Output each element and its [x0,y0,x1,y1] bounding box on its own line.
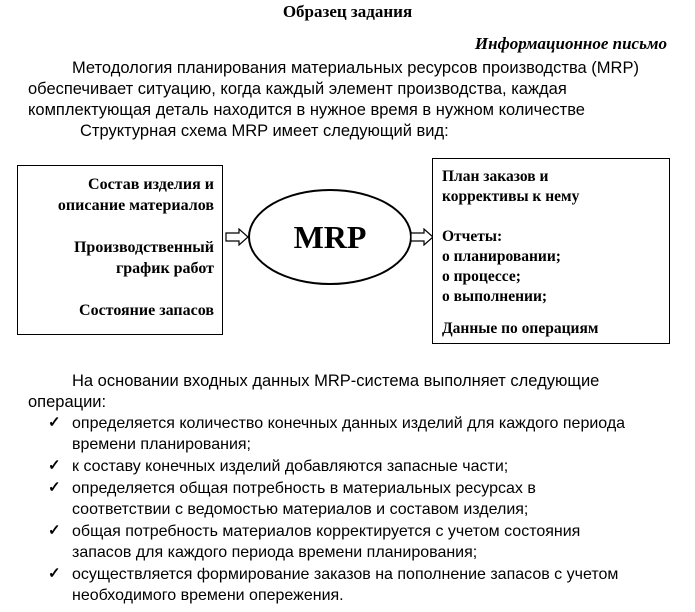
output-report-planning: о планировании; [442,248,561,265]
input-schedule-line-2: график работ [115,260,214,277]
mrp-node: MRP [248,189,412,285]
operations-intro-line-1: На основании входных данных MRP-система выполняет следующие [72,372,600,390]
check-icon: ✓ [48,457,61,474]
operation-3-line-1: определяется общая потребность в материальных ресурсах в [72,480,536,497]
output-arrow-icon [410,228,434,246]
intro-line-4: Структурная схема MRP имеет следующий вид: [80,122,449,140]
output-report-process: о процессе; [442,268,521,285]
input-schedule-line-1: Производственный [73,239,214,256]
intro-line-2: обеспечивает ситуацию, когда каждый элемент производства, каждая [28,80,567,98]
intro-line-1: Методология планирования материальных ресурсов производства (MRP) [72,59,639,77]
document-subtitle: Информационное письмо [474,34,667,53]
input-composition-line-1: Состав изделия и [88,176,214,193]
operation-5-line-1: осуществляется формирование заказов на пополнение запасов с учетом [72,566,619,583]
output-plan-line-1: План заказов и [442,168,549,185]
check-icon: ✓ [48,414,61,431]
operation-4-line-2: запасов для каждого периода времени планирования; [72,544,478,561]
input-arrow-icon [225,228,249,246]
output-reports-heading: Отчеты: [442,228,503,245]
operation-2-line-1: к составу конечных изделий добавляются запасные части; [72,458,509,475]
inputs-box [17,165,223,335]
operation-4-line-1: общая потребность материалов корректируется с учетом состояния [72,523,581,540]
outputs-box [432,158,670,344]
input-inventory: Состояние запасов [79,302,214,319]
intro-line-3: комплектующая деталь находится в нужное время в нужном количестве [28,101,585,119]
output-operations: Данные по операциям [442,320,599,337]
check-icon: ✓ [48,479,61,496]
check-icon: ✓ [48,565,61,582]
operation-1-line-1: определяется количество конечных данных изделий для каждого периода [72,415,626,432]
output-report-execution: о выполнении; [442,288,548,305]
output-plan-line-2: коррективы к нему [442,188,580,205]
page-title: Образец задания [282,2,413,21]
operation-3-line-2: соответствии с ведомостью материалов и составом изделия; [72,501,529,518]
input-composition-line-2: описание материалов [57,197,214,214]
operation-5-line-2: необходимого времени опережения. [72,587,344,604]
operations-intro-line-2: операции: [28,393,107,411]
check-icon: ✓ [48,522,61,539]
operation-1-line-2: времени планирования; [72,436,251,453]
